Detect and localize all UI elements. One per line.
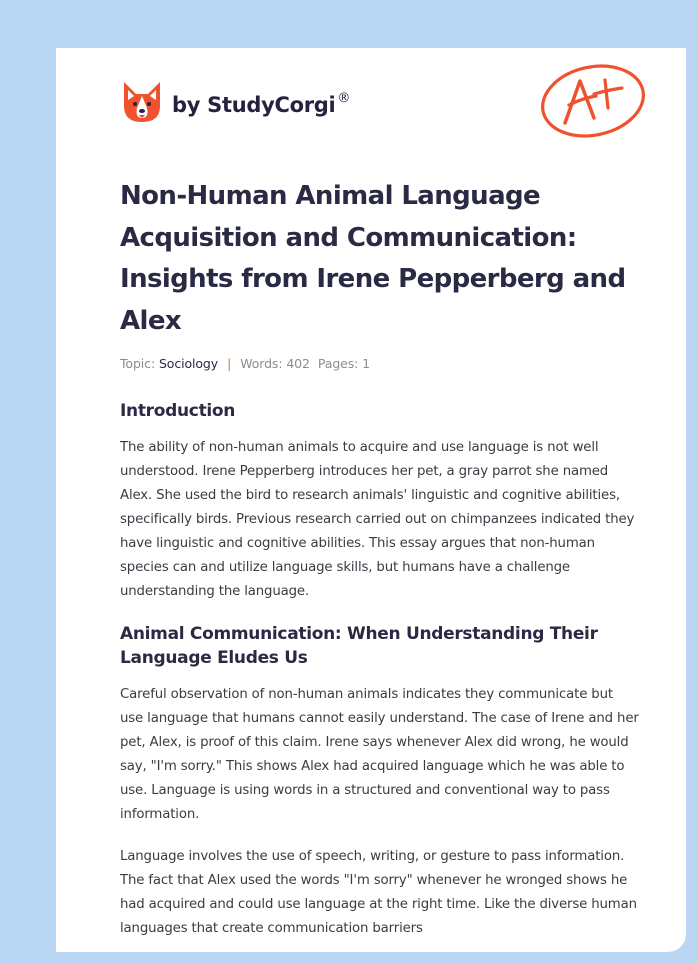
paragraph: Careful observation of non-human animals indicates they communicate but use language that humans cannot easily understand. The case of Irene and her pet, Alex, is proof of this claim. Irene says whenever Alex did wrong, he would say, "I'm sorry." This shows Alex had acquired language which he was able to use. Language is using words in a structured and conventional way to pass information. — [120, 687, 639, 822]
essay-meta — [120, 356, 640, 371]
section-heading-introduction: Introduction — [120, 401, 236, 421]
brand-name: by StudyCorgi ® — [172, 91, 351, 117]
brand-logo[interactable] — [122, 76, 350, 126]
word-count: Words: 402 — [240, 356, 310, 371]
a-plus-grade-icon — [538, 60, 650, 146]
paragraph: Language involves the use of speech, writing, or gesture to pass information. The fact that Alex used the words "I'm sorry" whenever he wronged shows he had acquired and could use language at the right time. Like the diverse human languages that create communication barriers — [120, 849, 637, 936]
topic-link[interactable]: Sociology — [158, 356, 219, 371]
essay-card — [56, 48, 686, 952]
section-heading-animal-communication: Animal Communication: When Understanding Their Language Eludes Us — [120, 624, 598, 668]
meta-separator: | — [227, 356, 232, 371]
corgi-logo-icon — [122, 78, 162, 124]
registered-mark: ® — [337, 91, 351, 106]
topic-label: Topic: — [120, 356, 156, 371]
essay-title: Non-Human Animal Language Acquisition and Communication: Insights from Irene Pepperberg and Alex — [120, 181, 626, 336]
paragraph: The ability of non-human animals to acquire and use language is not well understood. Irene Pepperberg introduces her pet, a gray parrot she named Alex. She used the bird to research animals' linguistic and cognitive abilities, specifically birds. Previous research carried out on chimpanzees indicated they have linguistic and cognitive abilities. This essay argues that non-human species can and utilize language skills, but humans have a challenge understanding the language. — [120, 440, 635, 599]
page-count: Pages: 1 — [317, 356, 371, 371]
essay-content — [120, 176, 640, 941]
